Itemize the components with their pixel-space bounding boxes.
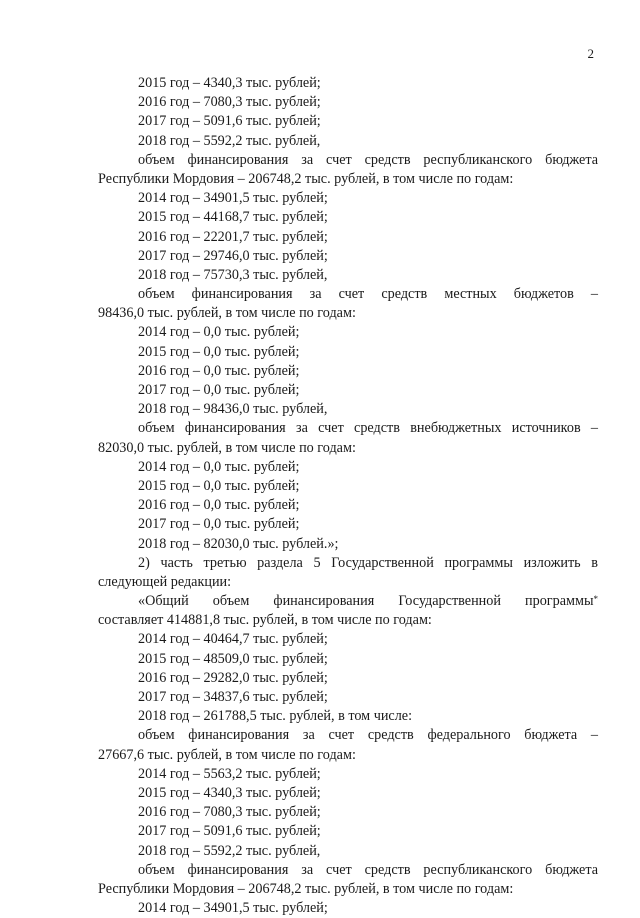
- line-text: объем финансирования за счет средств республиканского бюджета: [138, 151, 598, 168]
- text-line: [98, 458, 598, 477]
- text-line: [98, 266, 598, 285]
- line-text: 2016 год – 29282,0 тыс. рублей;: [138, 669, 328, 686]
- text-line: [98, 247, 598, 266]
- text-line: [98, 477, 598, 496]
- line-text: 2017 год – 5091,6 тыс. рублей;: [138, 823, 321, 840]
- text-line: [98, 93, 598, 112]
- text-line: [98, 285, 598, 304]
- text-line: [98, 765, 598, 784]
- text-line: [98, 611, 598, 630]
- text-line: [98, 151, 598, 170]
- line-text: 82030,0 тыс. рублей, в том числе по годам:: [98, 439, 356, 456]
- text-line: [98, 535, 598, 554]
- line-text: 2018 год – 98436,0 тыс. рублей,: [138, 401, 328, 418]
- text-line: [98, 861, 598, 880]
- footnote-marker: *: [593, 594, 598, 605]
- line-text: 2016 год – 22201,7 тыс. рублей;: [138, 228, 328, 245]
- line-text: 2015 год – 48509,0 тыс. рублей;: [138, 650, 328, 667]
- text-line: [98, 323, 598, 342]
- text-line: [98, 496, 598, 515]
- text-line: [98, 170, 598, 189]
- line-text: 2018 год – 75730,3 тыс. рублей,: [138, 266, 328, 283]
- text-line: [98, 515, 598, 534]
- text-line: [98, 362, 598, 381]
- text-line: [98, 343, 598, 362]
- line-text: 2017 год – 34837,6 тыс. рублей;: [138, 689, 328, 705]
- text-line: [98, 439, 598, 458]
- line-text: 2015 год – 4340,3 тыс. рублей;: [138, 784, 321, 801]
- text-line: [98, 803, 598, 822]
- text-line: [98, 132, 598, 151]
- line-text: 2018 год – 5592,2 тыс. рублей,: [138, 132, 321, 149]
- document-body: [98, 74, 598, 918]
- text-line: [98, 746, 598, 765]
- text-line: [98, 650, 598, 669]
- line-text: составляет 414881,8 тыс. рублей, в том числе по годам:: [98, 612, 432, 629]
- line-text: 2017 год – 0,0 тыс. рублей;: [138, 516, 300, 533]
- line-text: 2016 год – 7080,3 тыс. рублей;: [138, 94, 321, 111]
- line-text: 2014 год – 34901,5 тыс. рублей;: [138, 190, 328, 207]
- text-line: [98, 669, 598, 688]
- line-text: Республики Мордовия – 206748,2 тыс. рублей, в том числе по годам:: [98, 170, 514, 187]
- page-number: 2: [587, 46, 594, 61]
- line-text: 2017 год – 29746,0 тыс. рублей;: [138, 247, 328, 264]
- line-text: 2016 год – 0,0 тыс. рублей;: [138, 362, 300, 379]
- line-text: 2016 год – 7080,3 тыс. рублей;: [138, 804, 321, 821]
- text-line: [98, 208, 598, 227]
- line-text: 2014 год – 0,0 тыс. рублей;: [138, 458, 300, 475]
- line-text: объем финансирования за счет средств федерального бюджета –: [138, 727, 598, 744]
- line-text: Республики Мордовия – 206748,2 тыс. рублей, в том числе по годам:: [98, 880, 514, 897]
- line-text: 2014 год – 0,0 тыс. рублей;: [138, 324, 300, 341]
- line-text: 2015 год – 0,0 тыс. рублей;: [138, 343, 300, 360]
- text-line: [98, 400, 598, 419]
- text-line: [98, 822, 598, 841]
- text-line: [98, 554, 598, 573]
- line-text: 2) часть третью раздела 5 Государственной программы изложить в: [138, 554, 598, 571]
- line-text: 2018 год – 5592,2 тыс. рублей,: [138, 842, 321, 859]
- line-text: 2014 год – 40464,7 тыс. рублей;: [138, 631, 328, 648]
- line-text: 2017 год – 0,0 тыс. рублей;: [138, 382, 300, 398]
- text-line: [98, 688, 598, 707]
- text-line: [98, 784, 598, 803]
- line-text: 2014 год – 5563,2 тыс. рублей;: [138, 765, 321, 782]
- line-text: объем финансирования за счет средств внебюджетных источников –: [138, 420, 598, 437]
- line-text: 2015 год – 44168,7 тыс. рублей;: [138, 209, 328, 226]
- text-line: [98, 228, 598, 247]
- text-line: [98, 112, 598, 131]
- line-text: 27667,6 тыс. рублей, в том числе по годам:: [98, 746, 356, 763]
- line-text: 98436,0 тыс. рублей, в том числе по годам:: [98, 305, 356, 322]
- line-text: следующей редакции:: [98, 573, 232, 590]
- line-text: объем финансирования за счет средств республиканского бюджета: [138, 861, 598, 878]
- text-line: [98, 630, 598, 649]
- text-line: [98, 899, 598, 918]
- line-text: 2017 год – 5091,6 тыс. рублей;: [138, 113, 321, 130]
- line-text: объем финансирования за счет средств местных бюджетов –: [138, 286, 598, 303]
- line-text: 2015 год – 4340,3 тыс. рублей;: [138, 75, 321, 91]
- text-line: [98, 880, 598, 899]
- line-text: 2018 год – 82030,0 тыс. рублей.»;: [138, 535, 339, 552]
- text-line: [98, 304, 598, 323]
- text-line: [98, 573, 598, 592]
- line-text: «Общий объем финансирования Государственной программы: [138, 593, 594, 610]
- text-line: [98, 189, 598, 208]
- text-line: [98, 419, 598, 438]
- text-line: [98, 381, 598, 400]
- text-line: [98, 726, 598, 745]
- text-line: [98, 842, 598, 861]
- text-line: [98, 592, 598, 611]
- text-line: [98, 74, 598, 93]
- text-line: [98, 707, 598, 726]
- line-text: 2015 год – 0,0 тыс. рублей;: [138, 477, 300, 494]
- line-text: 2018 год – 261788,5 тыс. рублей, в том числе:: [138, 708, 413, 725]
- line-text: 2016 год – 0,0 тыс. рублей;: [138, 497, 300, 514]
- line-text: 2014 год – 34901,5 тыс. рублей;: [138, 900, 328, 917]
